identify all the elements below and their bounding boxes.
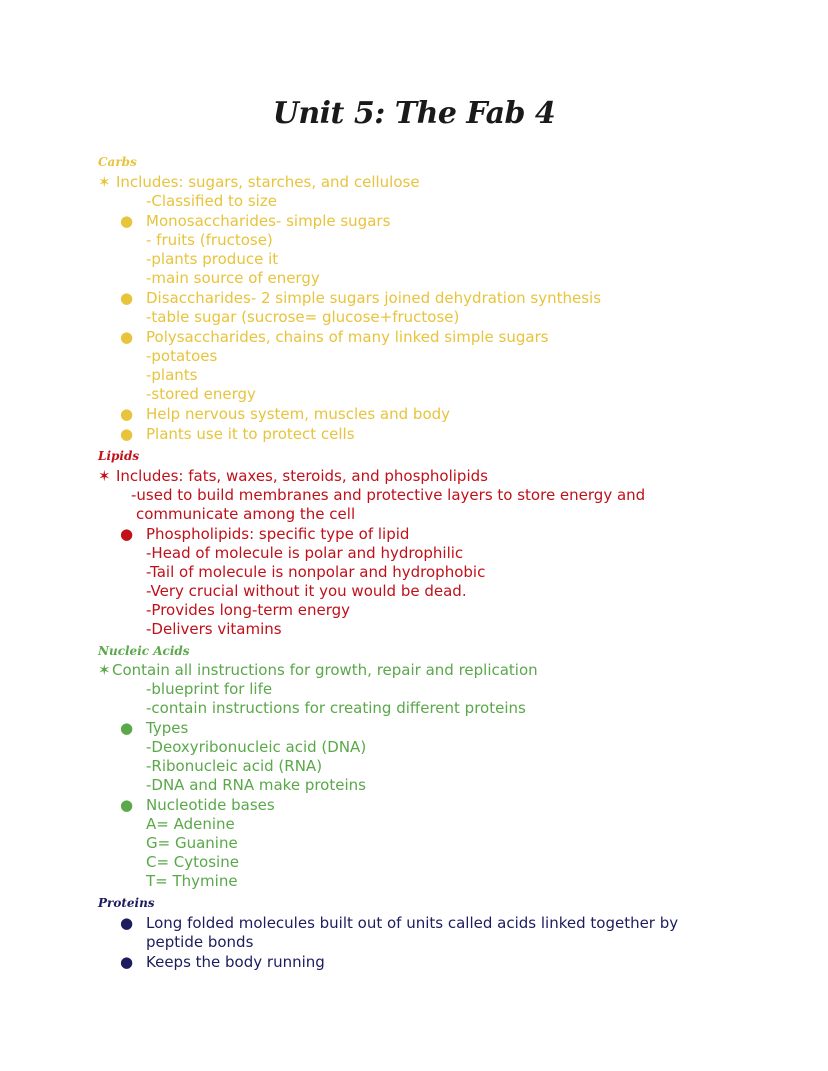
text-line: peptide bonds <box>146 933 254 951</box>
text-line: -stored energy <box>146 385 256 403</box>
text-line: -potatoes <box>146 347 218 365</box>
text-line: A= Adenine <box>146 815 235 833</box>
text-line: -Delivers vitamins <box>146 620 282 638</box>
text-line: -Head of molecule is polar and hydrophilic <box>146 544 464 562</box>
carbs-includes: Includes: sugars, starches, and cellulose <box>116 173 420 191</box>
text-line: -Deoxyribonucleic acid (DNA) <box>146 738 367 756</box>
text-line: T= Thymine <box>146 872 238 890</box>
asterisk-bullet-icon: ✶ <box>98 173 111 191</box>
asterisk-bullet-icon: ✶ <box>98 467 111 485</box>
lipids-includes: Includes: fats, waxes, steroids, and phospholipids <box>116 467 488 485</box>
nucleic-contains: Contain all instructions for growth, repair and replication <box>112 661 538 679</box>
bullet-dot-icon: ● <box>120 525 134 543</box>
text-line: -contain instructions for creating different proteins <box>146 699 526 717</box>
section-heading-carbs: Carbs <box>98 155 137 169</box>
section-heading-lipids: Lipids <box>98 449 140 463</box>
bullet-item: Help nervous system, muscles and body <box>146 405 451 423</box>
text-line: G= Guanine <box>146 834 238 852</box>
section-heading-proteins: Proteins <box>98 896 155 910</box>
bullet-dot-icon: ● <box>120 405 134 423</box>
text-line: -Ribonucleic acid (RNA) <box>146 757 323 775</box>
text-line: -Classified to size <box>146 192 277 210</box>
asterisk-bullet-icon: ✶ <box>98 661 111 679</box>
text-line: - fruits (fructose) <box>146 231 273 249</box>
text-line: communicate among the cell <box>136 505 356 523</box>
bullet-item: Phospholipids: specific type of lipid <box>146 525 410 543</box>
bullet-dot-icon: ● <box>120 953 134 971</box>
bullet-item: Plants use it to protect cells <box>146 425 355 443</box>
bullet-item: Monosaccharides- simple sugars <box>146 212 391 230</box>
section-heading-nucleic-acids: Nucleic Acids <box>98 644 190 658</box>
text-line: -main source of energy <box>146 269 320 287</box>
text-line: -table sugar (sucrose= glucose+fructose) <box>146 308 460 326</box>
bullet-item: Keeps the body running <box>146 953 325 971</box>
bullet-item: Polysaccharides, chains of many linked simple sugars <box>146 328 549 346</box>
text-line: -Tail of molecule is nonpolar and hydrophobic <box>146 563 486 581</box>
bullet-dot-icon: ● <box>120 796 134 814</box>
text-line: -Provides long-term energy <box>146 601 351 619</box>
text-line: -Very crucial without it you would be dead. <box>146 582 467 600</box>
text-line: C= Cytosine <box>146 853 239 871</box>
bullet-dot-icon: ● <box>120 914 134 932</box>
bullet-dot-icon: ● <box>120 289 134 307</box>
text-line: -used to build membranes and protective layers to store energy and <box>131 486 646 504</box>
text-line: -DNA and RNA make proteins <box>146 776 366 794</box>
bullet-item: Nucleotide bases <box>146 796 275 814</box>
bullet-dot-icon: ● <box>120 212 134 230</box>
bullet-item: Disaccharides- 2 simple sugars joined dehydration synthesis <box>146 289 602 307</box>
page-title: Unit 5: The Fab 4 <box>272 96 556 131</box>
text-line: -plants produce it <box>146 250 279 268</box>
bullet-dot-icon: ● <box>120 719 134 737</box>
bullet-item: Long folded molecules built out of units called acids linked together by <box>146 914 679 932</box>
text-line: -blueprint for life <box>146 680 273 698</box>
bullet-dot-icon: ● <box>120 425 134 443</box>
bullet-dot-icon: ● <box>120 328 134 346</box>
text-line: -plants <box>146 366 198 384</box>
bullet-item: Types <box>146 719 189 737</box>
